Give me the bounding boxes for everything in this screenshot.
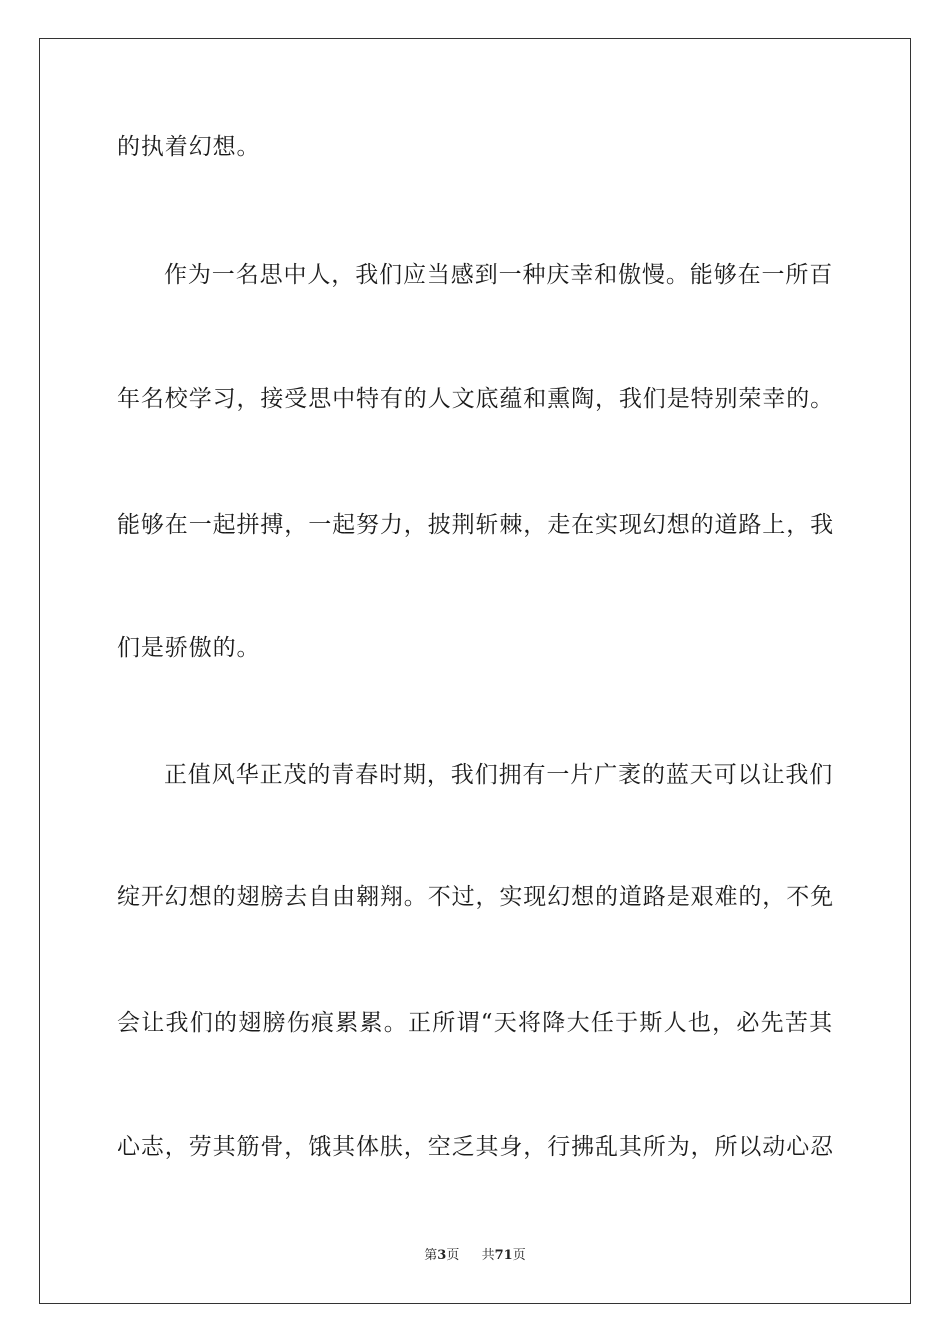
page-number: 3 <box>437 1248 447 1263</box>
text-line-1: 的执着幻想。 <box>117 134 261 160</box>
text-line-8: 会让我们的翅膀伤痕累累。正所谓“天将降大任于斯人也，必先苦其 <box>117 1010 833 1036</box>
page-border <box>39 38 911 1304</box>
page-suffix: 页 <box>446 1248 460 1263</box>
total-prefix: 共 <box>481 1248 495 1263</box>
text-line-9: 心志，劳其筋骨，饿其体肤，空乏其身，行拂乱其所为，所以动心忍 <box>117 1134 834 1160</box>
text-line-3: 年名校学习，接受思中特有的人文底蕴和熏陶，我们是特别荣幸的。 <box>117 386 834 412</box>
text-line-5: 们是骄傲的。 <box>117 635 261 661</box>
text-line-7: 绽开幻想的翅膀去自由翱翔。不过，实现幻想的道路是艰难的，不免 <box>117 884 834 910</box>
total-suffix: 页 <box>512 1248 526 1263</box>
text-line-4: 能够在一起拼搏，一起努力，披荆斩棘，走在实现幻想的道路上，我 <box>117 512 834 538</box>
total-pages: 71 <box>494 1248 513 1263</box>
text-line-2: 作为一名思中人，我们应当感到一种庆幸和傲慢。能够在一所百 <box>164 262 834 288</box>
page-prefix: 第 <box>424 1248 438 1263</box>
page-footer <box>0 1247 950 1265</box>
text-line-6: 正值风华正茂的青春时期，我们拥有一片广袤的蓝天可以让我们 <box>164 762 834 788</box>
